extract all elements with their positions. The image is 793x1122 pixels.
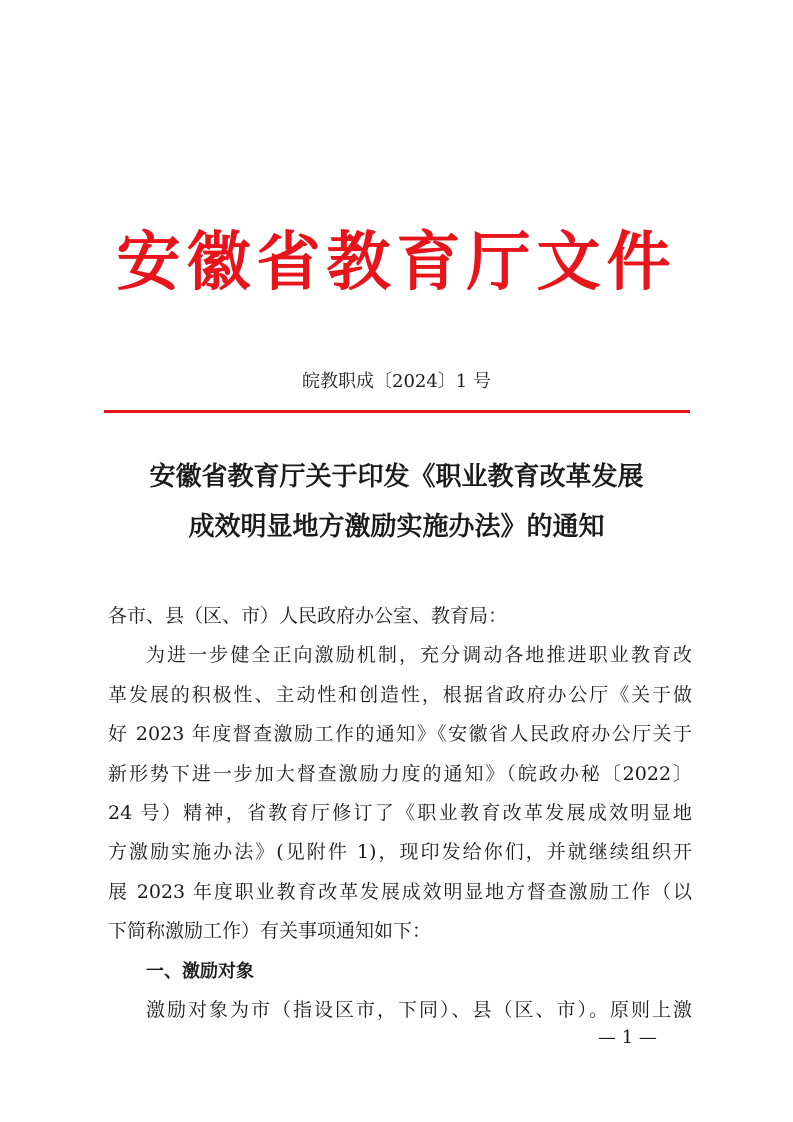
- paragraph-line: 好 2023 年度督查激励工作的通知》《安徽省人民政府办公厅关于: [108, 723, 692, 746]
- page-number: — 1 —: [598, 1027, 657, 1048]
- section-heading: 一、激励对象: [146, 960, 254, 982]
- paragraph-line: 为进一步健全正向激励机制，充分调动各地推进职业教育改: [146, 644, 692, 667]
- salutation: 各市、县（区、市）人民政府办公室、教育局：: [108, 605, 508, 627]
- paragraph-line: 新形势下进一步加大督查激励力度的通知》（皖政办秘〔2022〕: [108, 762, 692, 785]
- paragraph-line: 展 2023 年度职业教育改革发展成效明显地方督查激励工作（以: [108, 880, 692, 903]
- title-line: 安徽省教育厅关于印发《职业教育改革发展: [149, 462, 644, 492]
- paragraph-line: 24 号）精神，省教育厅修订了《职业教育改革发展成效明显地: [108, 801, 692, 824]
- document-number: 皖教职成〔2024〕1 号: [302, 371, 491, 392]
- red-separator-line: [104, 410, 690, 413]
- document-title: [0, 452, 793, 552]
- document-body: [108, 597, 692, 1030]
- paragraph-line: 下简称激励工作）有关事项通知如下：: [108, 920, 432, 943]
- paragraph-line: 方激励实施办法》(见附件 1)，现印发给你们，并就继续组织开: [108, 841, 692, 864]
- paragraph-line: 革发展的积极性、主动性和创造性，根据省政府办公厅《关于做: [108, 683, 692, 706]
- title-line: 成效明显地方激励实施办法》的通知: [188, 512, 605, 542]
- document-masthead: 安徽省教育厅文件: [116, 225, 677, 300]
- paragraph-line: 激励对象为市（指设区市，下同）、县（区、市）。原则上激: [146, 998, 692, 1021]
